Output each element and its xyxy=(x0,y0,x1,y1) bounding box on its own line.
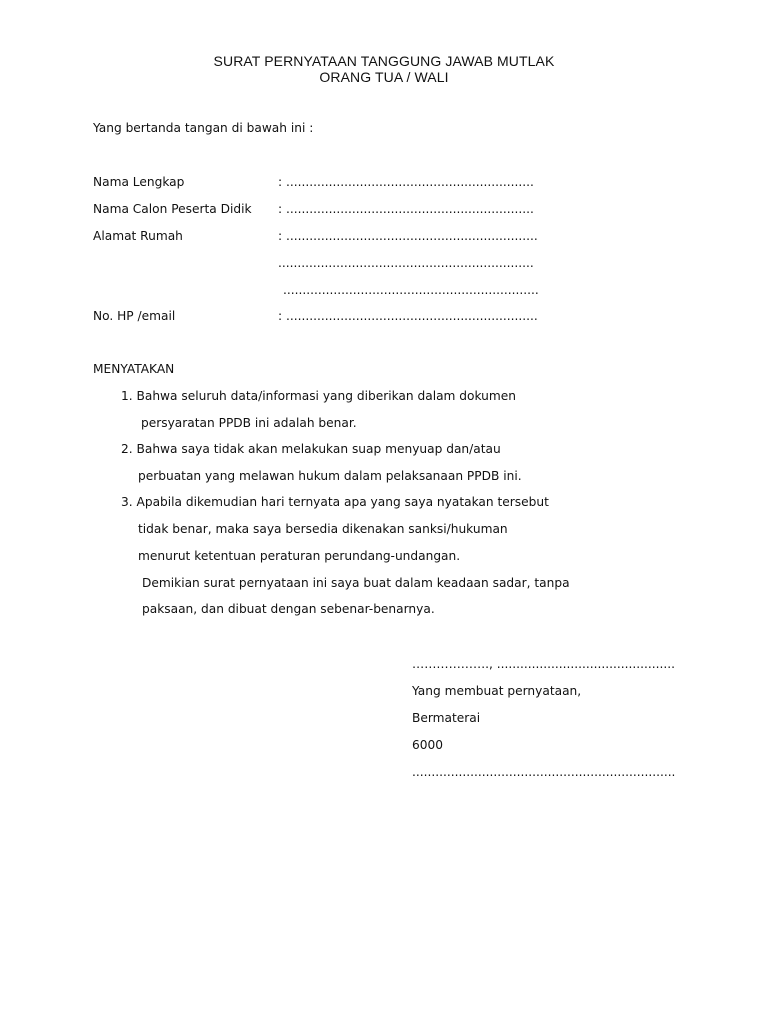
closing-line1: Demikian surat pernyataan ini saya buat dalam keadaan sadar, tanpa xyxy=(142,576,570,590)
document-title-line1: SURAT PERNYATAAN TANGGUNG JAWAB MUTLAK xyxy=(213,53,555,69)
intro-text: Yang bertanda tangan di bawah ini : xyxy=(93,121,314,135)
statement-item-1-line2: persyaratan PPDB ini adalah benar. xyxy=(141,416,357,430)
field-label-alamat: Alamat Rumah xyxy=(93,229,183,243)
field-value-nama-lengkap: : ................................................................ xyxy=(278,175,534,189)
field-value-hp-email: : ................................................................. xyxy=(278,309,538,323)
signature-name-line: .................................................................... xyxy=(412,765,676,779)
statement-item-2-line1: 2. Bahwa saya tidak akan melakukan suap menyuap dan/atau xyxy=(121,442,501,456)
field-value-alamat: : ................................................................. xyxy=(278,229,538,243)
closing-line2: paksaan, dan dibuat dengan sebenar-benarnya. xyxy=(142,602,435,616)
field-value-nama-calon: : ................................................................ xyxy=(278,202,534,216)
statement-item-2-line2: perbuatan yang melawan hukum dalam pelaksanaan PPDB ini. xyxy=(138,469,522,483)
field-label-nama-lengkap: Nama Lengkap xyxy=(93,175,185,189)
signature-stamp-label: Bermaterai xyxy=(412,711,481,725)
statement-heading: MENYATAKAN xyxy=(93,362,175,376)
field-label-hp-email: No. HP /email xyxy=(93,309,176,323)
statement-item-3-line2: tidak benar, maka saya bersedia dikenakan sanksi/hukuman xyxy=(138,522,508,536)
signature-place-date: ………………., .............................................. xyxy=(412,657,675,671)
signature-maker-label: Yang membuat pernyataan, xyxy=(412,684,582,698)
statement-item-3-line1: 3. Apabila dikemudian hari ternyata apa yang saya nyatakan tersebut xyxy=(121,495,549,509)
field-label-nama-calon: Nama Calon Peserta Didik xyxy=(93,202,252,216)
statement-item-1-line1: 1. Bahwa seluruh data/informasi yang diberikan dalam dokumen xyxy=(121,389,516,403)
signature-stamp-value: 6000 xyxy=(412,738,444,752)
document-title-line2: ORANG TUA / WALI xyxy=(319,69,449,85)
statement-item-3-line3: menurut ketentuan peraturan perundang-undangan. xyxy=(138,549,461,563)
field-value-alamat-cont1: .................................................................. xyxy=(278,256,534,270)
field-value-alamat-cont2: .................................................................. xyxy=(283,283,539,297)
